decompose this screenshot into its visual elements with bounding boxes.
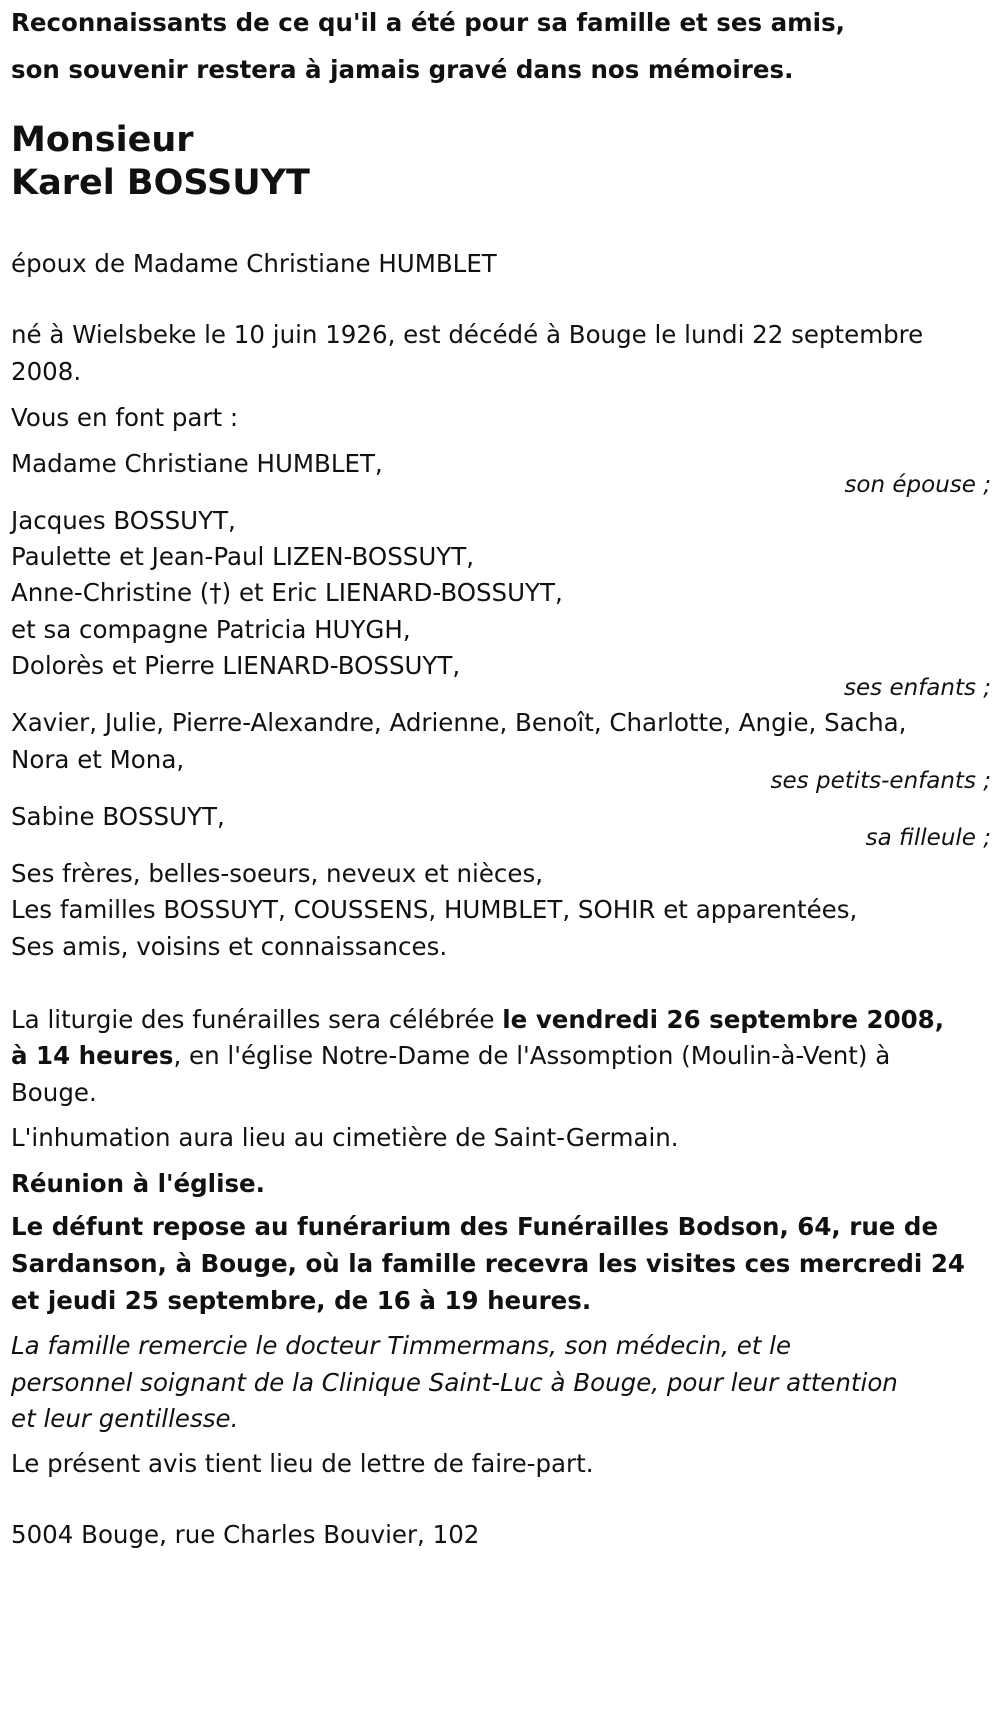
other-family-line: Les familles BOSSUYT, COUSSENS, HUMBLET, SOHIR et apparentées, — [11, 895, 858, 924]
repose-line: Le défunt repose au funérarium des Funérailles Bodson, 64, rue de — [11, 1212, 939, 1241]
goddaughter-name: Sabine BOSSUYT, — [11, 802, 225, 831]
announce-line: Vous en font part : — [11, 403, 239, 432]
grandchildren-line-1: Xavier, Julie, Pierre-Alexandre, Adrienne, Benoît, Charlotte, Angie, Sacha, — [11, 708, 907, 737]
address-line: 5004 Bouge, rue Charles Bouvier, 102 — [11, 1520, 480, 1549]
intro-line-2: son souvenir restera à jamais gravé dans nos mémoires. — [11, 55, 794, 84]
meeting-line: Réunion à l'église. — [11, 1169, 265, 1198]
funeral-line-3: Bouge. — [11, 1078, 97, 1107]
funeral-location: , en l'église Notre-Dame de l'Assomption (Moulin-à-Vent) à — [173, 1041, 891, 1070]
grandchildren-role: ses petits-enfants ; — [770, 768, 991, 794]
deceased-name: Karel BOSSUYT — [11, 163, 310, 203]
birth-death-line-2: 2008. — [11, 357, 82, 386]
grandchildren-line-2: Nora et Mona, — [11, 745, 185, 774]
child-line: et sa compagne Patricia HUYGH, — [11, 615, 411, 644]
child-line: Dolorès et Pierre LIENARD-BOSSUYT, — [11, 651, 461, 680]
notice-line: Le présent avis tient lieu de lettre de faire-part. — [11, 1449, 594, 1478]
honorific: Monsieur — [11, 120, 194, 160]
other-family-line: Ses amis, voisins et connaissances. — [11, 932, 448, 961]
other-family-line: Ses frères, belles-soeurs, neveux et nièces, — [11, 859, 544, 888]
thanks-line: personnel soignant de la Clinique Saint-Luc à Bouge, pour leur attention — [11, 1368, 898, 1397]
thanks-line: La famille remercie le docteur Timmermans, son médecin, et le — [11, 1331, 792, 1360]
spouse-name: Madame Christiane HUMBLET, — [11, 449, 383, 478]
birth-death-line-1: né à Wielsbeke le 10 juin 1926, est décédé à Bouge le lundi 22 septembre — [11, 320, 924, 349]
funeral-intro: La liturgie des funérailles sera célébrée — [11, 1005, 503, 1034]
intro-line-1: Reconnaissants de ce qu'il a été pour sa famille et ses amis, — [11, 8, 845, 37]
goddaughter-role: sa filleule ; — [865, 825, 991, 851]
funeral-date: le vendredi 26 septembre 2008, — [502, 1005, 945, 1034]
repose-line: Sardanson, à Bouge, où la famille recevra les visites ces mercredi 24 — [11, 1249, 965, 1278]
funeral-time: à 14 heures — [11, 1041, 174, 1070]
thanks-line: et leur gentillesse. — [11, 1404, 239, 1433]
burial-line: L'inhumation aura lieu au cimetière de Saint-Germain. — [11, 1123, 679, 1152]
child-line: Paulette et Jean-Paul LIZEN-BOSSUYT, — [11, 542, 474, 571]
child-line: Jacques BOSSUYT, — [11, 506, 236, 535]
funeral-line-2 — [11, 1041, 890, 1070]
child-line: Anne-Christine (†) et Eric LIENARD-BOSSUYT, — [11, 578, 563, 607]
children-role: ses enfants ; — [844, 675, 991, 701]
spouse-role: son épouse ; — [844, 472, 991, 498]
funeral-line-1 — [11, 1005, 944, 1034]
spouse-line: époux de Madame Christiane HUMBLET — [11, 249, 497, 278]
repose-line: et jeudi 25 septembre, de 16 à 19 heures. — [11, 1286, 592, 1315]
